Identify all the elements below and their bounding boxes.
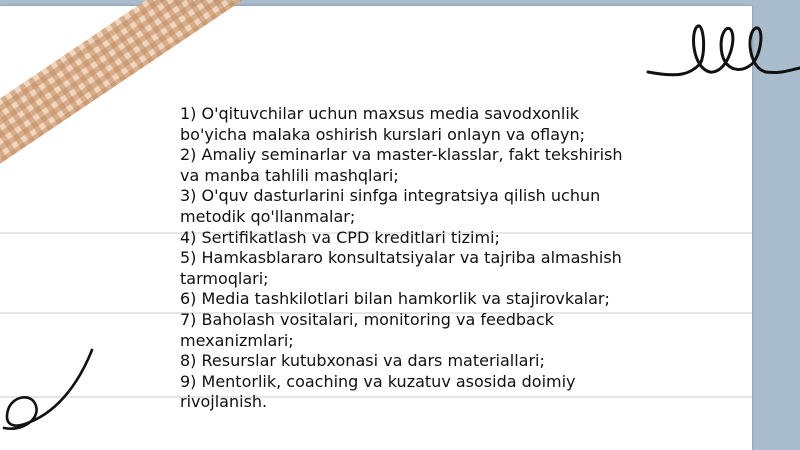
list-item: 1) O'qituvchilar uchun maxsus media savodxonlik bo'yicha malaka oshirish kurslari onlayn va oflayn; (180, 104, 585, 144)
loop-doodle-icon (640, 14, 800, 84)
list-item: 6) Media tashkilotlari bilan hamkorlik va stajirovkalar; (180, 289, 610, 309)
list-item: 7) Baholash vositalari, monitoring va feedback mexanizmlari; (180, 309, 554, 350)
list-item: 4) Sertifikatlash va CPD kreditlari tizimi; (180, 227, 500, 247)
list-item: 2) Amaliy seminarlar va master-klasslar, fakt tekshirish va manba tahlili mashqlari; (180, 145, 623, 185)
training-list (180, 104, 630, 413)
swirl-doodle-icon (0, 340, 110, 435)
list-item: 9) Mentorlik, coaching va kuzatuv asosida doimiy rivojlanish. (180, 371, 576, 412)
list-item: 5) Hamkasblararo konsultatsiyalar va tajriba almashish tarmoqlari; (180, 248, 622, 288)
list-item: 8) Resurslar kutubxonasi va dars materiallari; (180, 351, 545, 371)
list-item: 3) O'quv dasturlarini sinfga integratsiya qilish uchun metodik qo'llanmalar; (180, 186, 601, 226)
